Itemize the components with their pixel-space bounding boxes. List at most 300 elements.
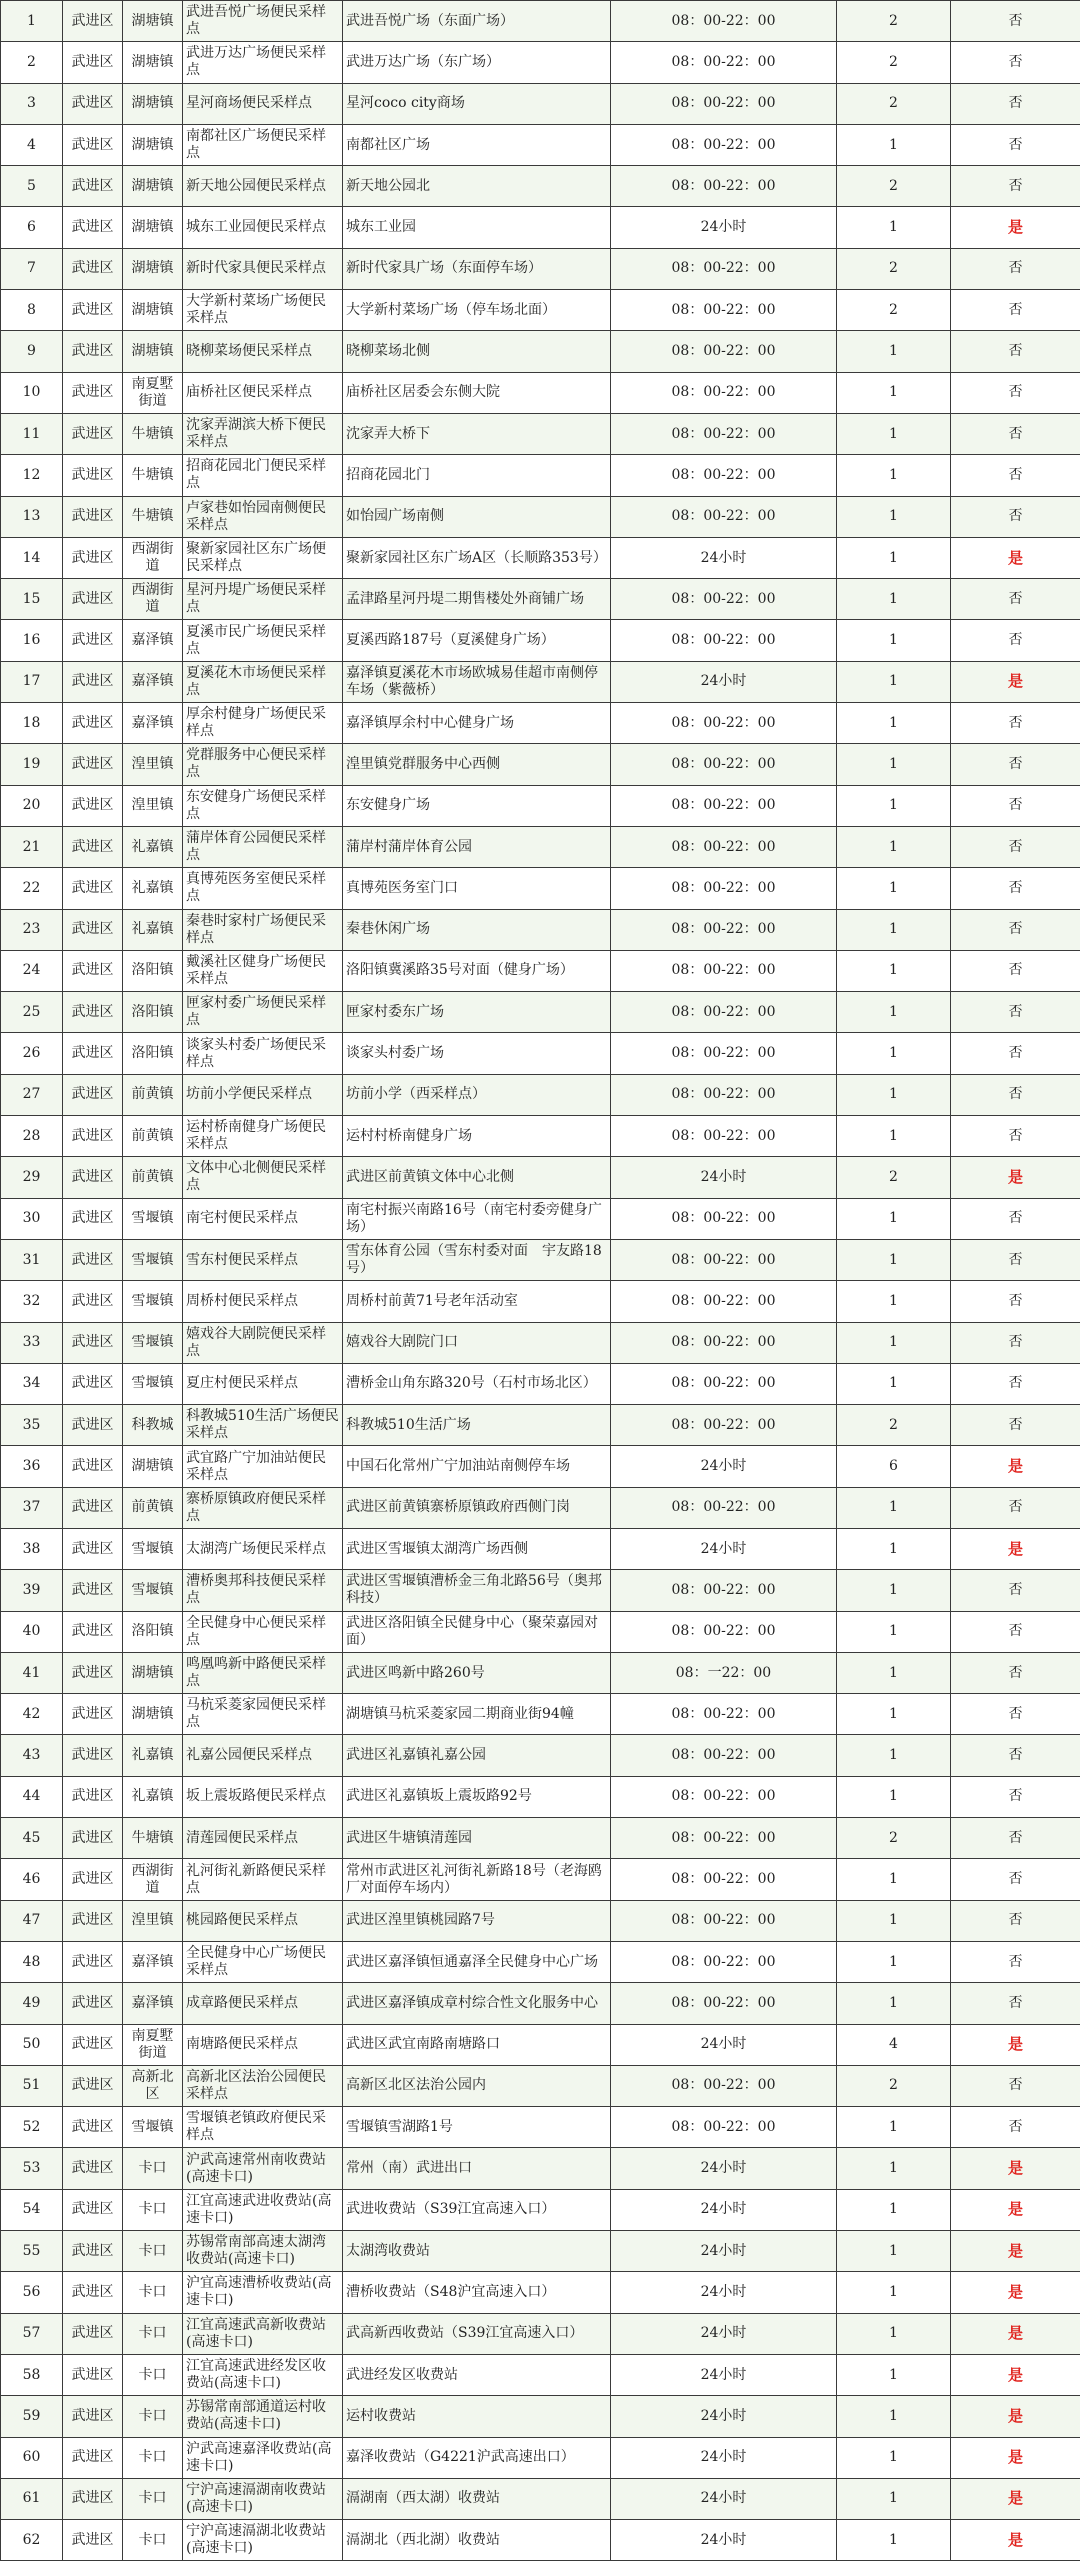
cell-is-24h: 否: [951, 1487, 1080, 1528]
cell-address: 星河coco city商场: [343, 83, 611, 124]
cell-is-24h: 否: [951, 992, 1080, 1033]
cell-is-24h: 否: [951, 1818, 1080, 1859]
cell-sampling-lane-count: 1: [837, 1652, 951, 1693]
cell-sampling-point-name: 夏庄村便民采样点: [183, 1363, 343, 1404]
cell-district: 武进区: [63, 2107, 123, 2148]
cell-address: 武进区嘉泽镇恒通嘉泽全民健身中心广场: [343, 1941, 611, 1982]
cell-sampling-point-name: 全民健身中心广场便民采样点: [183, 1941, 343, 1982]
table-row: [1, 661, 1080, 702]
cell-address: 沈家弄大桥下: [343, 413, 611, 454]
cell-row-number: 37: [1, 1487, 63, 1528]
cell-sampling-lane-count: 1: [837, 1776, 951, 1817]
cell-town: 卡口: [123, 2189, 183, 2230]
cell-district: 武进区: [63, 1446, 123, 1487]
cell-row-number: 17: [1, 661, 63, 702]
cell-sampling-point-name: 蒲岸体育公园便民采样点: [183, 826, 343, 867]
cell-district: 武进区: [63, 1322, 123, 1363]
cell-district: 武进区: [63, 124, 123, 165]
cell-sampling-lane-count: 1: [837, 372, 951, 413]
cell-address: 武进区礼嘉镇礼嘉公园: [343, 1735, 611, 1776]
cell-sampling-lane-count: 1: [837, 1281, 951, 1322]
cell-service-hours: 08：00-22：00: [611, 1074, 837, 1115]
cell-row-number: 58: [1, 2354, 63, 2395]
cell-address: 夏溪西路187号（夏溪健身广场）: [343, 620, 611, 661]
cell-service-hours: 08：00-22：00: [611, 372, 837, 413]
cell-row-number: 46: [1, 1859, 63, 1900]
cell-row-number: 9: [1, 331, 63, 372]
cell-district: 武进区: [63, 2189, 123, 2230]
cell-sampling-lane-count: 1: [837, 2437, 951, 2478]
cell-sampling-lane-count: 1: [837, 579, 951, 620]
cell-address: 常州市武进区礼河街礼新路18号（老海鸥厂对面停车场内）: [343, 1859, 611, 1900]
cell-town: 卡口: [123, 2396, 183, 2437]
cell-service-hours: 08：00-22：00: [611, 124, 837, 165]
cell-district: 武进区: [63, 1570, 123, 1611]
cell-address: 蒲岸村蒲岸体育公园: [343, 826, 611, 867]
table-row: [1, 1983, 1080, 2024]
cell-service-hours: 08：一22：00: [611, 1652, 837, 1693]
cell-sampling-lane-count: 1: [837, 1074, 951, 1115]
cell-service-hours: 08：00-22：00: [611, 2065, 837, 2106]
table-row: [1, 826, 1080, 867]
cell-is-24h: 否: [951, 455, 1080, 496]
cell-is-24h: 否: [951, 785, 1080, 826]
table-row: [1, 1694, 1080, 1735]
cell-district: 武进区: [63, 868, 123, 909]
cell-row-number: 38: [1, 1528, 63, 1569]
table-row: [1, 248, 1080, 289]
cell-town: 卡口: [123, 2148, 183, 2189]
cell-row-number: 59: [1, 2396, 63, 2437]
cell-sampling-point-name: 南塘路便民采样点: [183, 2024, 343, 2065]
cell-is-24h: 否: [951, 166, 1080, 207]
cell-is-24h: 否: [951, 868, 1080, 909]
cell-row-number: 21: [1, 826, 63, 867]
cell-row-number: 29: [1, 1157, 63, 1198]
cell-address: 运村村桥南健身广场: [343, 1116, 611, 1157]
cell-town: 嘉泽镇: [123, 661, 183, 702]
cell-sampling-point-name: 太湖湾广场便民采样点: [183, 1528, 343, 1569]
cell-row-number: 44: [1, 1776, 63, 1817]
cell-address: 新时代家具广场（东面停车场）: [343, 248, 611, 289]
cell-service-hours: 08：00-22：00: [611, 2107, 837, 2148]
cell-service-hours: 24小时: [611, 2148, 837, 2189]
cell-sampling-lane-count: 2: [837, 1, 951, 42]
cell-sampling-lane-count: 1: [837, 1528, 951, 1569]
cell-sampling-lane-count: 2: [837, 1405, 951, 1446]
cell-sampling-lane-count: 2: [837, 1157, 951, 1198]
cell-sampling-lane-count: 1: [837, 1900, 951, 1941]
table-row: [1, 2354, 1080, 2395]
cell-sampling-lane-count: 2: [837, 1818, 951, 1859]
cell-district: 武进区: [63, 1033, 123, 1074]
cell-town: 卡口: [123, 2354, 183, 2395]
cell-is-24h: 是: [951, 2272, 1080, 2313]
cell-is-24h: 否: [951, 826, 1080, 867]
cell-is-24h: 是: [951, 2437, 1080, 2478]
table-row: [1, 620, 1080, 661]
cell-sampling-lane-count: 1: [837, 1694, 951, 1735]
table-row: [1, 2231, 1080, 2272]
cell-is-24h: 否: [951, 124, 1080, 165]
cell-row-number: 36: [1, 1446, 63, 1487]
cell-is-24h: 否: [951, 1033, 1080, 1074]
cell-sampling-lane-count: 1: [837, 1611, 951, 1652]
cell-address: 武进区雪堰镇漕桥金三角北路56号（奥邦科技）: [343, 1570, 611, 1611]
cell-sampling-lane-count: 1: [837, 2272, 951, 2313]
cell-address: 周桥村前黄71号老年活动室: [343, 1281, 611, 1322]
cell-town: 西湖街道: [123, 1859, 183, 1900]
cell-town: 湖塘镇: [123, 1652, 183, 1693]
cell-address: 武进区牛塘镇清莲园: [343, 1818, 611, 1859]
cell-is-24h: 否: [951, 496, 1080, 537]
cell-town: 雪堰镇: [123, 1528, 183, 1569]
cell-sampling-point-name: 运村桥南健身广场便民采样点: [183, 1116, 343, 1157]
cell-sampling-lane-count: 1: [837, 1198, 951, 1239]
cell-sampling-lane-count: 1: [837, 744, 951, 785]
cell-service-hours: 24小时: [611, 2313, 837, 2354]
cell-sampling-point-name: 科教城510生活广场便民采样点: [183, 1405, 343, 1446]
cell-sampling-point-name: 江宜高速武高新收费站(高速卡口): [183, 2313, 343, 2354]
table-row: [1, 1157, 1080, 1198]
cell-is-24h: 否: [951, 2065, 1080, 2106]
cell-address: 聚新家园社区东广场A区（长顺路353号）: [343, 537, 611, 578]
cell-service-hours: 08：00-22：00: [611, 331, 837, 372]
table-row: [1, 2437, 1080, 2478]
cell-district: 武进区: [63, 1735, 123, 1776]
cell-is-24h: 否: [951, 1776, 1080, 1817]
cell-sampling-point-name: 武进万达广场便民采样点: [183, 42, 343, 83]
cell-sampling-lane-count: 1: [837, 950, 951, 991]
cell-district: 武进区: [63, 455, 123, 496]
cell-service-hours: 08：00-22：00: [611, 1198, 837, 1239]
cell-row-number: 49: [1, 1983, 63, 2024]
cell-row-number: 28: [1, 1116, 63, 1157]
cell-district: 武进区: [63, 909, 123, 950]
cell-district: 武进区: [63, 826, 123, 867]
cell-sampling-lane-count: 1: [837, 2189, 951, 2230]
cell-district: 武进区: [63, 1487, 123, 1528]
table-row: [1, 1570, 1080, 1611]
cell-sampling-point-name: 南都社区广场便民采样点: [183, 124, 343, 165]
cell-district: 武进区: [63, 1776, 123, 1817]
cell-town: 雪堰镇: [123, 1239, 183, 1280]
cell-is-24h: 是: [951, 1157, 1080, 1198]
cell-row-number: 19: [1, 744, 63, 785]
cell-service-hours: 08：00-22：00: [611, 1983, 837, 2024]
cell-sampling-point-name: 沪武高速常州南收费站(高速卡口): [183, 2148, 343, 2189]
cell-address: 武进经发区收费站: [343, 2354, 611, 2395]
table-row: [1, 42, 1080, 83]
cell-sampling-point-name: 宁沪高速滆湖北收费站(高速卡口): [183, 2520, 343, 2561]
cell-address: 招商花园北门: [343, 455, 611, 496]
cell-address: 武进收费站（S39江宜高速入口）: [343, 2189, 611, 2230]
cell-district: 武进区: [63, 579, 123, 620]
cell-district: 武进区: [63, 42, 123, 83]
cell-district: 武进区: [63, 496, 123, 537]
cell-sampling-lane-count: 1: [837, 2107, 951, 2148]
cell-district: 武进区: [63, 2396, 123, 2437]
cell-row-number: 7: [1, 248, 63, 289]
table-row: [1, 413, 1080, 454]
cell-district: 武进区: [63, 2313, 123, 2354]
cell-is-24h: 是: [951, 2231, 1080, 2272]
cell-service-hours: 08：00-22：00: [611, 826, 837, 867]
cell-service-hours: 24小时: [611, 2024, 837, 2065]
table-row: [1, 1528, 1080, 1569]
cell-sampling-point-name: 戴溪社区健身广场便民采样点: [183, 950, 343, 991]
cell-service-hours: 08：00-22：00: [611, 950, 837, 991]
cell-service-hours: 24小时: [611, 2189, 837, 2230]
table-row: [1, 2024, 1080, 2065]
cell-service-hours: 08：00-22：00: [611, 992, 837, 1033]
cell-sampling-lane-count: 1: [837, 2148, 951, 2189]
cell-sampling-point-name: 大学新村菜场广场便民采样点: [183, 290, 343, 331]
cell-sampling-point-name: 礼嘉公园便民采样点: [183, 1735, 343, 1776]
cell-sampling-lane-count: 2: [837, 248, 951, 289]
cell-town: 湖塘镇: [123, 248, 183, 289]
cell-town: 湖塘镇: [123, 42, 183, 83]
cell-service-hours: 08：00-22：00: [611, 496, 837, 537]
cell-address: 雪东体育公园（雪东村委对面 宇友路18号）: [343, 1239, 611, 1280]
cell-address: 太湖湾收费站: [343, 2231, 611, 2272]
cell-district: 武进区: [63, 290, 123, 331]
cell-sampling-lane-count: 1: [837, 413, 951, 454]
cell-row-number: 52: [1, 2107, 63, 2148]
cell-town: 礼嘉镇: [123, 868, 183, 909]
cell-is-24h: 是: [951, 1528, 1080, 1569]
cell-sampling-point-name: 晓柳菜场便民采样点: [183, 331, 343, 372]
cell-sampling-point-name: 宁沪高速滆湖南收费站(高速卡口): [183, 2478, 343, 2519]
cell-is-24h: 否: [951, 83, 1080, 124]
cell-service-hours: 08：00-22：00: [611, 1, 837, 42]
cell-town: 前黄镇: [123, 1487, 183, 1528]
cell-address: 真博苑医务室门口: [343, 868, 611, 909]
cell-sampling-point-name: 真博苑医务室便民采样点: [183, 868, 343, 909]
cell-sampling-point-name: 苏锡常南部通道运村收费站(高速卡口): [183, 2396, 343, 2437]
cell-district: 武进区: [63, 1157, 123, 1198]
cell-sampling-point-name: 成章路便民采样点: [183, 1983, 343, 2024]
cell-sampling-lane-count: 1: [837, 331, 951, 372]
cell-sampling-point-name: 全民健身中心便民采样点: [183, 1611, 343, 1652]
cell-service-hours: 08：00-22：00: [611, 785, 837, 826]
cell-address: 嘉泽镇厚余村中心健身广场: [343, 703, 611, 744]
table-row: [1, 1446, 1080, 1487]
cell-town: 牛塘镇: [123, 1818, 183, 1859]
cell-address: 嘉泽收费站（G4221沪武高速出口）: [343, 2437, 611, 2478]
cell-sampling-point-name: 沪宜高速漕桥收费站(高速卡口): [183, 2272, 343, 2313]
table-row: [1, 124, 1080, 165]
cell-is-24h: 否: [951, 744, 1080, 785]
cell-row-number: 41: [1, 1652, 63, 1693]
table-row: [1, 207, 1080, 248]
cell-district: 武进区: [63, 1818, 123, 1859]
cell-sampling-point-name: 桃园路便民采样点: [183, 1900, 343, 1941]
cell-sampling-lane-count: 1: [837, 1487, 951, 1528]
cell-district: 武进区: [63, 1198, 123, 1239]
cell-sampling-point-name: 秦巷时家村广场便民采样点: [183, 909, 343, 950]
cell-row-number: 8: [1, 290, 63, 331]
cell-district: 武进区: [63, 1528, 123, 1569]
cell-sampling-lane-count: 1: [837, 1570, 951, 1611]
cell-service-hours: 24小时: [611, 2478, 837, 2519]
cell-town: 湖塘镇: [123, 83, 183, 124]
cell-address: 武进区前黄镇文体中心北侧: [343, 1157, 611, 1198]
cell-is-24h: 是: [951, 537, 1080, 578]
table-row: [1, 166, 1080, 207]
cell-is-24h: 否: [951, 1322, 1080, 1363]
cell-address: 谈家头村委广场: [343, 1033, 611, 1074]
table-row: [1, 1652, 1080, 1693]
cell-town: 西湖街道: [123, 537, 183, 578]
cell-row-number: 61: [1, 2478, 63, 2519]
cell-sampling-point-name: 夏溪花木市场便民采样点: [183, 661, 343, 702]
cell-town: 前黄镇: [123, 1157, 183, 1198]
cell-is-24h: 否: [951, 1281, 1080, 1322]
cell-is-24h: 否: [951, 579, 1080, 620]
cell-address: 秦巷休闲广场: [343, 909, 611, 950]
cell-row-number: 15: [1, 579, 63, 620]
cell-service-hours: 24小时: [611, 207, 837, 248]
cell-service-hours: 08：00-22：00: [611, 1322, 837, 1363]
table-row: [1, 1405, 1080, 1446]
cell-row-number: 6: [1, 207, 63, 248]
cell-town: 礼嘉镇: [123, 1735, 183, 1776]
cell-sampling-point-name: 招商花园北门便民采样点: [183, 455, 343, 496]
cell-address: 匣家村委东广场: [343, 992, 611, 1033]
table-row: [1, 1281, 1080, 1322]
table-row: [1, 744, 1080, 785]
cell-town: 湖塘镇: [123, 290, 183, 331]
cell-district: 武进区: [63, 2024, 123, 2065]
cell-is-24h: 是: [951, 2189, 1080, 2230]
table-row: [1, 83, 1080, 124]
cell-sampling-point-name: 南宅村便民采样点: [183, 1198, 343, 1239]
table-row: [1, 703, 1080, 744]
cell-address: 武进万达广场（东广场）: [343, 42, 611, 83]
cell-row-number: 14: [1, 537, 63, 578]
cell-sampling-lane-count: 1: [837, 785, 951, 826]
cell-service-hours: 08：00-22：00: [611, 290, 837, 331]
cell-sampling-lane-count: 1: [837, 703, 951, 744]
cell-sampling-point-name: 雪东村便民采样点: [183, 1239, 343, 1280]
cell-service-hours: 08：00-22：00: [611, 1570, 837, 1611]
cell-sampling-lane-count: 1: [837, 661, 951, 702]
cell-town: 湟里镇: [123, 785, 183, 826]
cell-service-hours: 24小时: [611, 1446, 837, 1487]
table-row: [1, 1116, 1080, 1157]
cell-is-24h: 否: [951, 248, 1080, 289]
cell-address: 漕桥收费站（S48沪宜高速入口）: [343, 2272, 611, 2313]
table-row: [1, 290, 1080, 331]
cell-is-24h: 否: [951, 331, 1080, 372]
cell-district: 武进区: [63, 703, 123, 744]
cell-service-hours: 08：00-22：00: [611, 1363, 837, 1404]
table-row: [1, 2313, 1080, 2354]
cell-sampling-lane-count: 1: [837, 2520, 951, 2561]
cell-row-number: 3: [1, 83, 63, 124]
cell-sampling-point-name: 清莲园便民采样点: [183, 1818, 343, 1859]
cell-address: 中国石化常州广宁加油站南侧停车场: [343, 1446, 611, 1487]
cell-address: 武进区武宜南路南塘路口: [343, 2024, 611, 2065]
cell-sampling-point-name: 城东工业园便民采样点: [183, 207, 343, 248]
cell-town: 前黄镇: [123, 1074, 183, 1115]
cell-row-number: 25: [1, 992, 63, 1033]
cell-town: 嘉泽镇: [123, 703, 183, 744]
cell-address: 武高新西收费站（S39江宜高速入口）: [343, 2313, 611, 2354]
cell-town: 雪堰镇: [123, 1570, 183, 1611]
cell-address: 大学新村菜场广场（停车场北面）: [343, 290, 611, 331]
cell-service-hours: 08：00-22：00: [611, 83, 837, 124]
table-row: [1, 2520, 1080, 2561]
cell-address: 庙桥社区居委会东侧大院: [343, 372, 611, 413]
table-row: [1, 537, 1080, 578]
cell-service-hours: 08：00-22：00: [611, 1900, 837, 1941]
cell-district: 武进区: [63, 2478, 123, 2519]
cell-district: 武进区: [63, 992, 123, 1033]
cell-town: 雪堰镇: [123, 2107, 183, 2148]
cell-is-24h: 是: [951, 2313, 1080, 2354]
cell-sampling-lane-count: 1: [837, 1239, 951, 1280]
table-row: [1, 2148, 1080, 2189]
cell-district: 武进区: [63, 2148, 123, 2189]
cell-sampling-lane-count: 2: [837, 83, 951, 124]
cell-is-24h: 是: [951, 2354, 1080, 2395]
cell-is-24h: 否: [951, 1694, 1080, 1735]
cell-address: 如怡园广场南侧: [343, 496, 611, 537]
cell-district: 武进区: [63, 413, 123, 454]
cell-town: 卡口: [123, 2520, 183, 2561]
cell-address: 常州（南）武进出口: [343, 2148, 611, 2189]
cell-service-hours: 24小时: [611, 2354, 837, 2395]
table-row: [1, 579, 1080, 620]
cell-is-24h: 是: [951, 2520, 1080, 2561]
cell-sampling-lane-count: 2: [837, 166, 951, 207]
table-row: [1, 2107, 1080, 2148]
table-row: [1, 1363, 1080, 1404]
cell-address: 武进区湟里镇桃园路7号: [343, 1900, 611, 1941]
cell-row-number: 48: [1, 1941, 63, 1982]
cell-district: 武进区: [63, 2272, 123, 2313]
cell-address: 湖塘镇马杭采菱家园二期商业街94幢: [343, 1694, 611, 1735]
cell-sampling-lane-count: 4: [837, 2024, 951, 2065]
cell-sampling-lane-count: 1: [837, 992, 951, 1033]
cell-service-hours: 24小时: [611, 1528, 837, 1569]
cell-district: 武进区: [63, 785, 123, 826]
cell-address: 南宅村振兴南路16号（南宅村委旁健身广场）: [343, 1198, 611, 1239]
table-row: [1, 1776, 1080, 1817]
cell-town: 湖塘镇: [123, 1446, 183, 1487]
cell-address: 漕桥金山角东路320号（石村市场北区）: [343, 1363, 611, 1404]
cell-district: 武进区: [63, 1405, 123, 1446]
table-row: [1, 331, 1080, 372]
cell-sampling-point-name: 江宜高速武进经发区收费站(高速卡口): [183, 2354, 343, 2395]
cell-row-number: 50: [1, 2024, 63, 2065]
cell-is-24h: 否: [951, 413, 1080, 454]
cell-district: 武进区: [63, 1363, 123, 1404]
cell-row-number: 54: [1, 2189, 63, 2230]
cell-address: 运村收费站: [343, 2396, 611, 2437]
cell-district: 武进区: [63, 372, 123, 413]
cell-row-number: 22: [1, 868, 63, 909]
cell-sampling-point-name: 鸣凰鸣新中路便民采样点: [183, 1652, 343, 1693]
cell-town: 南夏墅街道: [123, 372, 183, 413]
cell-address: 武进区洛阳镇全民健身中心（聚荣嘉园对面）: [343, 1611, 611, 1652]
table-row: [1, 2272, 1080, 2313]
cell-sampling-point-name: 夏溪市民广场便民采样点: [183, 620, 343, 661]
cell-row-number: 45: [1, 1818, 63, 1859]
cell-town: 牛塘镇: [123, 455, 183, 496]
